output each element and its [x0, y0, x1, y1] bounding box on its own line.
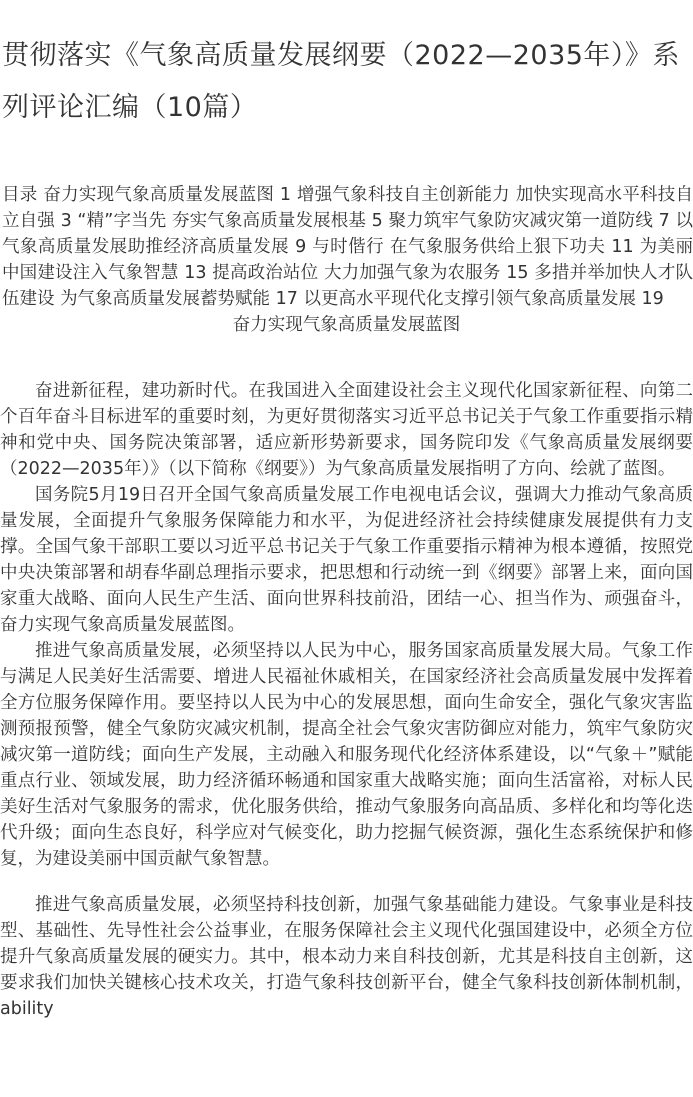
paragraph-4: 推进气象高质量发展，必须坚持科技创新，加强气象基础能力建设。气象事业是科技型、基础性、先导性社会公益事业，在服务保障社会主义现代化强国建设中，必须全方位提升气象高质量发展的硬实力。其中，根本动力来自科技创新，尤其是科技自主创新，这要求我们加快关键核心技术攻关，打造气象科技创新平台，健全气象科技创新体制机制，ability: [0, 895, 693, 1019]
document-title: 贯彻落实《气象高质量发展纲要（2022—2035年）》系列评论汇编（10篇）: [2, 40, 680, 123]
section-heading: 奋力实现气象高质量发展蓝图: [232, 315, 461, 335]
paragraph-2: 国务院5月19日召开全国气象高质量发展工作电视电话会议，强调大力推动气象高质量发展，全面提升气象服务保障能力和水平，为促进经济社会持续健康发展提供有力支撑。全国气象干部职工要以习近平总书记关于气象工作重要指示精神为根本遵循，按照党中央决策部署和胡春华副总理指示要求，把思想和行动统一到《纲要》部署上来，面向国家重大战略、面向人民生产生活、面向世界科技前沿，团结一心、担当作为、顽强奋斗，奋力实现气象高质量发展蓝图。: [0, 485, 693, 635]
table-of-contents: 目录 奋力实现气象高质量发展蓝图 1 增强气象科技自主创新能力 加快实现高水平科技自立自强 3 “精”字当先 夯实气象高质量发展根基 5 聚力筑牢气象防灾减灾第一道防线 7 以气象高质量发展助推经济高质量发展 9 与时偕行 在气象服务供给上狠下功夫 11 为美丽中国建设注入气象智慧 13 提高政治站位 大力加强气象为农服务 15 多措并举加快人才队伍建设 为气象高质量发展蓄势赋能 17 以更高水平现代化支撑引领气象高质量发展 19: [2, 185, 693, 309]
paragraph-3: 推进气象高质量发展，必须坚持以人民为中心，服务国家高质量发展大局。气象工作与满足人民美好生活需要、增进人民福祉休戚相关，在国家经济社会高质量发展中发挥着全方位服务保障作用。要坚持以人民为中心的发展思想，面向生命安全，强化气象灾害监测预报预警，健全气象防灾减灾机制，提高全社会气象灾害防御应对能力，筑牢气象防灾减灾第一道防线；面向生产发展，主动融入和服务现代化经济体系建设，以“气象＋”赋能重点行业、领域发展，助力经济循环畅通和国家重大战略实施；面向生活富裕，对标人民美好生活对气象服务的需求，优化服务供给，推动气象服务向高品质、多样化和均等化迭代升级；面向生态良好，科学应对气候变化，助力挖掘气候资源，强化生态系统保护和修复，为建设美丽中国贡献气象智慧。: [0, 641, 693, 869]
paragraph-1: 奋进新征程，建功新时代。在我国进入全面建设社会主义现代化国家新征程、向第二个百年奋斗目标进军的重要时刻，为更好贯彻落实习近平总书记关于气象工作重要指示精神和党中央、国务院决策部署，适应新形势新要求，国务院印发《气象高质量发展纲要（2022—2035年）》（以下简称《纲要》）为气象高质量发展指明了方向、绘就了蓝图。: [0, 381, 693, 479]
